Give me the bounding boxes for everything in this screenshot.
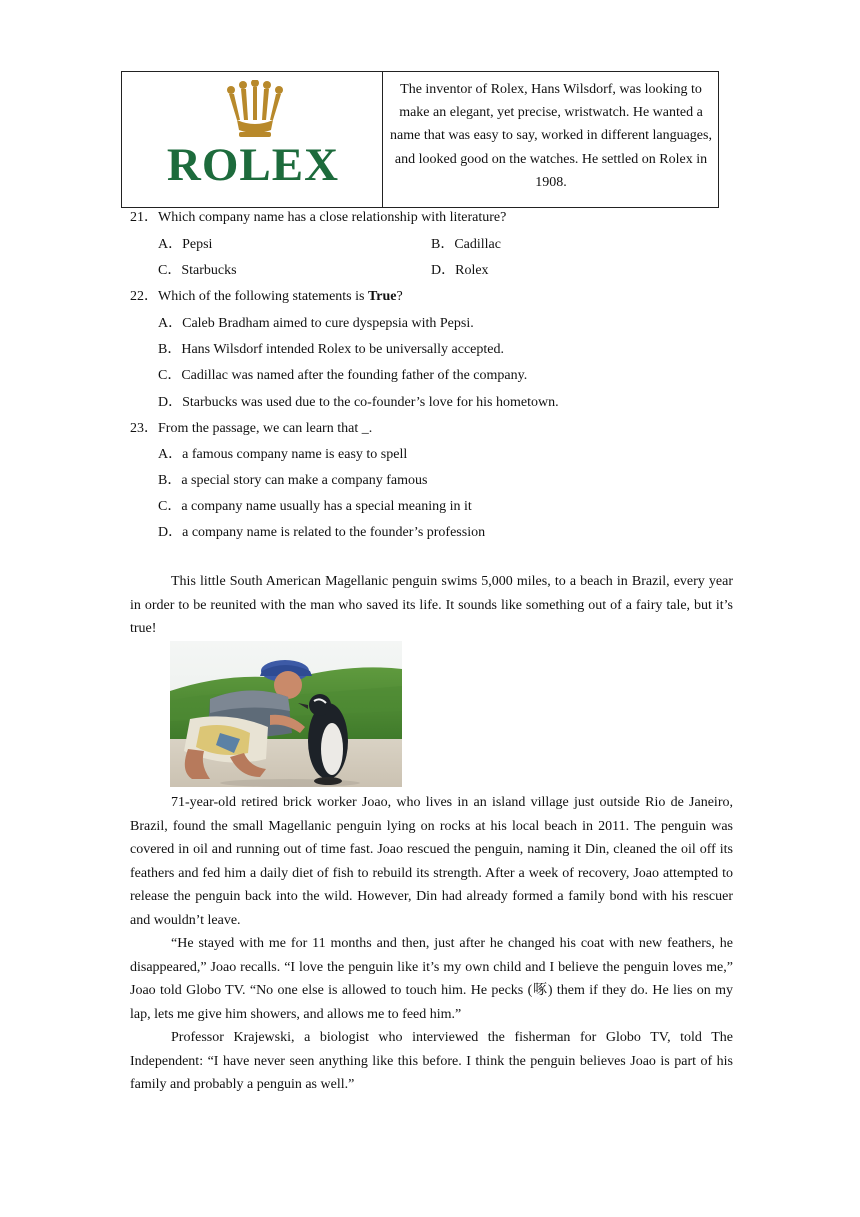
man-with-penguin-photo — [170, 641, 402, 787]
q23-stem: 23．From the passage, we can learn that _. — [130, 421, 373, 436]
passage-paragraph-4: Professor Krajewski, a biologist who interviewed the fisherman for Globo TV, told The Independent: “I have never seen anything like this before. I think the penguin believes Joao is part of his family and probably a penguin as well.” — [130, 1030, 733, 1092]
q22-option-a: A．Caleb Bradham aimed to cure dyspepsia with Pepsi. — [158, 316, 474, 331]
q22-stem-end: ? — [396, 289, 403, 304]
table-divider — [382, 72, 383, 207]
q22-stem-bold: True — [367, 289, 397, 304]
q21-option-c: C．Starbucks — [158, 263, 237, 278]
passage-paragraph-2: 71-year-old retired brick worker Joao, who lives in an island village just outside Rio de Janeiro, Brazil, found the small Magellanic penguin lying on rocks at his local beach in 2011. The penguin was covered in oil and running out of time fast. Joao rescued the penguin, naming it Din, cleaned the oil off its feathers and fed him a daily diet of fish to rebuild its strength. After a week of recovery, Joao attempted to release the penguin back into the wild. However, Din had already formed a family bond with his rescuer and wouldn’t leave. — [130, 795, 733, 928]
q22-stem-text: 22．Which of the following statements is — [130, 289, 368, 304]
q22-option-c: C．Cadillac was named after the founding father of the company. — [158, 368, 528, 383]
q23-option-c: C．a company name usually has a special meaning in it — [158, 499, 472, 514]
passage-paragraph-1 — [130, 570, 733, 641]
passage-body — [130, 791, 733, 1097]
q21-stem: 21．Which company name has a close relationship with literature? — [130, 210, 507, 225]
rolex-info-table — [121, 71, 719, 208]
q23-option-a: A．a famous company name is easy to spell — [158, 447, 408, 462]
q22-stem — [130, 288, 403, 306]
q23-option-b: B．a special story can make a company famous — [158, 473, 428, 488]
crown-icon — [225, 80, 285, 142]
rolex-logo — [122, 72, 382, 207]
q22-option-b: B．Hans Wilsdorf intended Rolex to be universally accepted. — [158, 342, 504, 357]
q21-option-d: D．Rolex — [431, 263, 489, 278]
passage-paragraph-3: “He stayed with me for 11 months and then, just after he changed his coat with new feathers, he disappeared,” Joao recalls. “I love the penguin like it’s my own child and I believe the penguin loves me,” Joao told Globo TV. “No one else is allowed to touch him. He pecks (啄) them if they do. He lies on my lap, lets me give him showers, and allows me to feed him.” — [130, 936, 733, 1022]
q23-option-d: D．a company name is related to the founder’s profession — [158, 525, 486, 540]
q21-option-a: A．Pepsi — [158, 237, 213, 252]
paragraph-text: This little South American Magellanic penguin swims 5,000 miles, to a beach in Brazil, every year in order to be reunited with the man who saved its life. It sounds like something out of a fairy tale, but it’s true! — [130, 574, 733, 636]
q21-option-b: B．Cadillac — [431, 237, 501, 252]
rolex-logo-text: ROLEX — [166, 139, 340, 191]
q22-option-d: D．Starbucks was used due to the co-founder’s love for his hometown. — [158, 395, 559, 410]
rolex-description: The inventor of Rolex, Hans Wilsdorf, was looking to make an elegant, yet precise, wristwatch. He wanted a name that was easy to say, worked in different languages, and looked good on the watches. He settled on Rolex in 1908. — [390, 82, 712, 190]
